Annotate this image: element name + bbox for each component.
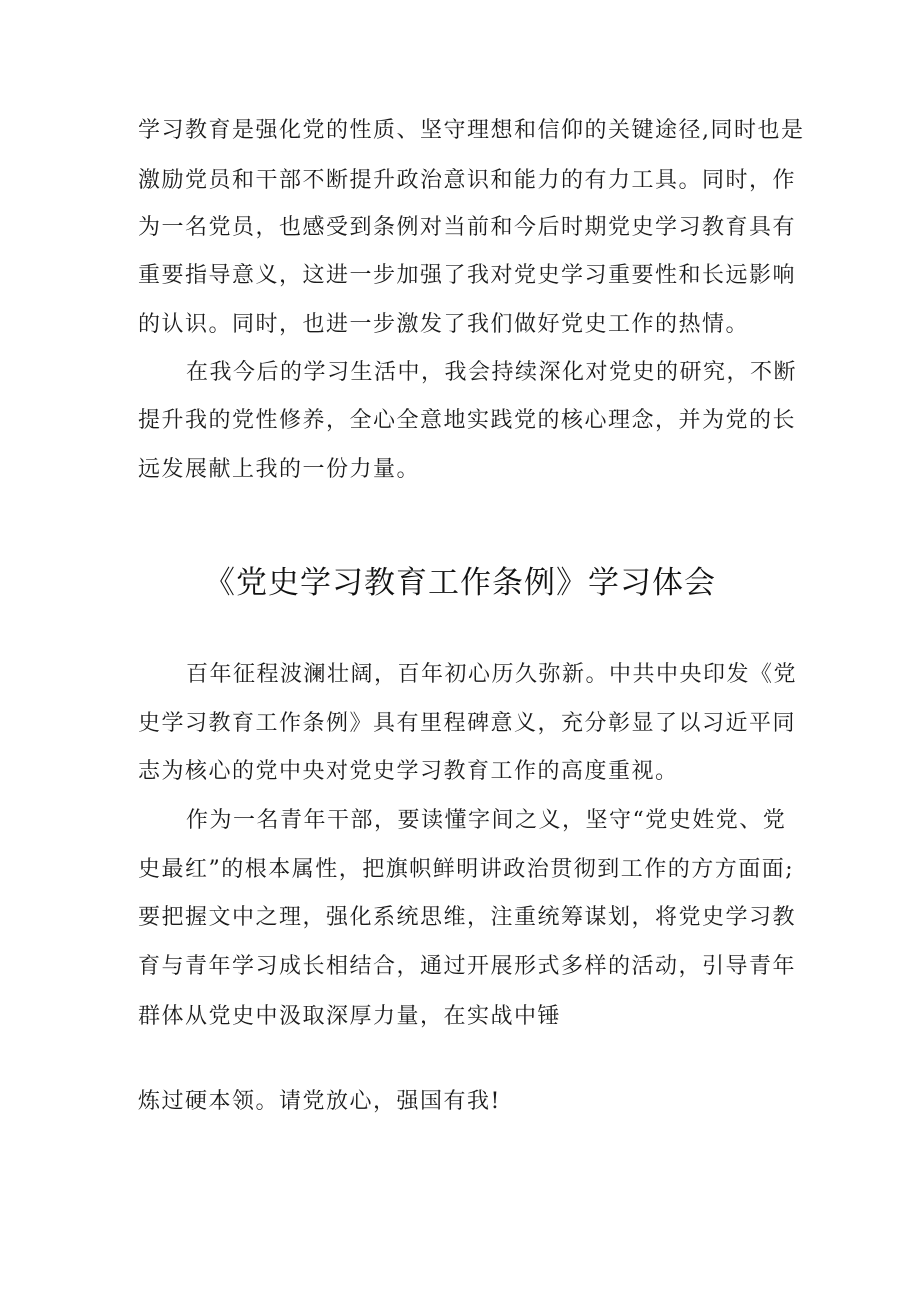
paragraph-line: 远发展献上我的一份力量。: [138, 457, 421, 482]
paragraph-line: 为一名党员，也感受到条例对当前和今后时期党史学习教育具有: [138, 215, 797, 240]
paragraph-line: 作为一名青年干部，要读懂字间之义，坚守“党史姓党、党: [186, 808, 787, 833]
paragraph-line: 志为核心的党中央对党史学习教育工作的高度重视。: [138, 759, 679, 784]
paragraph-line: 史学习教育工作条例》具有里程碑意义，充分彰显了以习近平同: [138, 711, 797, 736]
paragraph-line: 学习教育是强化党的性质、坚守理想和信仰的关键途径,同时也是: [138, 118, 805, 143]
paragraph-line: 百年征程波澜壮阔，百年初心历久弥新。中共中央印发《党: [186, 662, 798, 687]
paragraph-line: 提升我的党性修养，全心全意地实践党的核心理念，并为党的长: [138, 408, 797, 433]
section-title: 《党史学习教育工作条例》学习体会: [204, 565, 716, 601]
paragraph-line: 炼过硬本领。请党放心，强国有我!: [138, 1089, 501, 1114]
paragraph-line: 史最红”的根本属性，把旗帜鲜明讲政治贯彻到工作的方方面面;: [138, 857, 795, 882]
paragraph-line: 育与青年学习成长相结合，通过开展形式多样的活动，引导青年: [138, 954, 797, 979]
paragraph-line: 群体从党史中汲取深厚力量，在实战中锤: [138, 1004, 562, 1029]
paragraph-line: 在我今后的学习生活中，我会持续深化对党史的研究，不断: [186, 360, 798, 385]
paragraph-line: 要把握文中之理，强化系统思维，注重统筹谋划，将党史学习教: [138, 905, 797, 930]
paragraph-line: 激励党员和干部不断提升政治意识和能力的有力工具。同时，作: [138, 168, 797, 193]
paragraph-line: 重要指导意义，这进一步加强了我对党史学习重要性和长远影响: [138, 263, 797, 288]
paragraph-line: 的认识。同时，也进一步激发了我们做好党史工作的热情。: [138, 312, 750, 337]
